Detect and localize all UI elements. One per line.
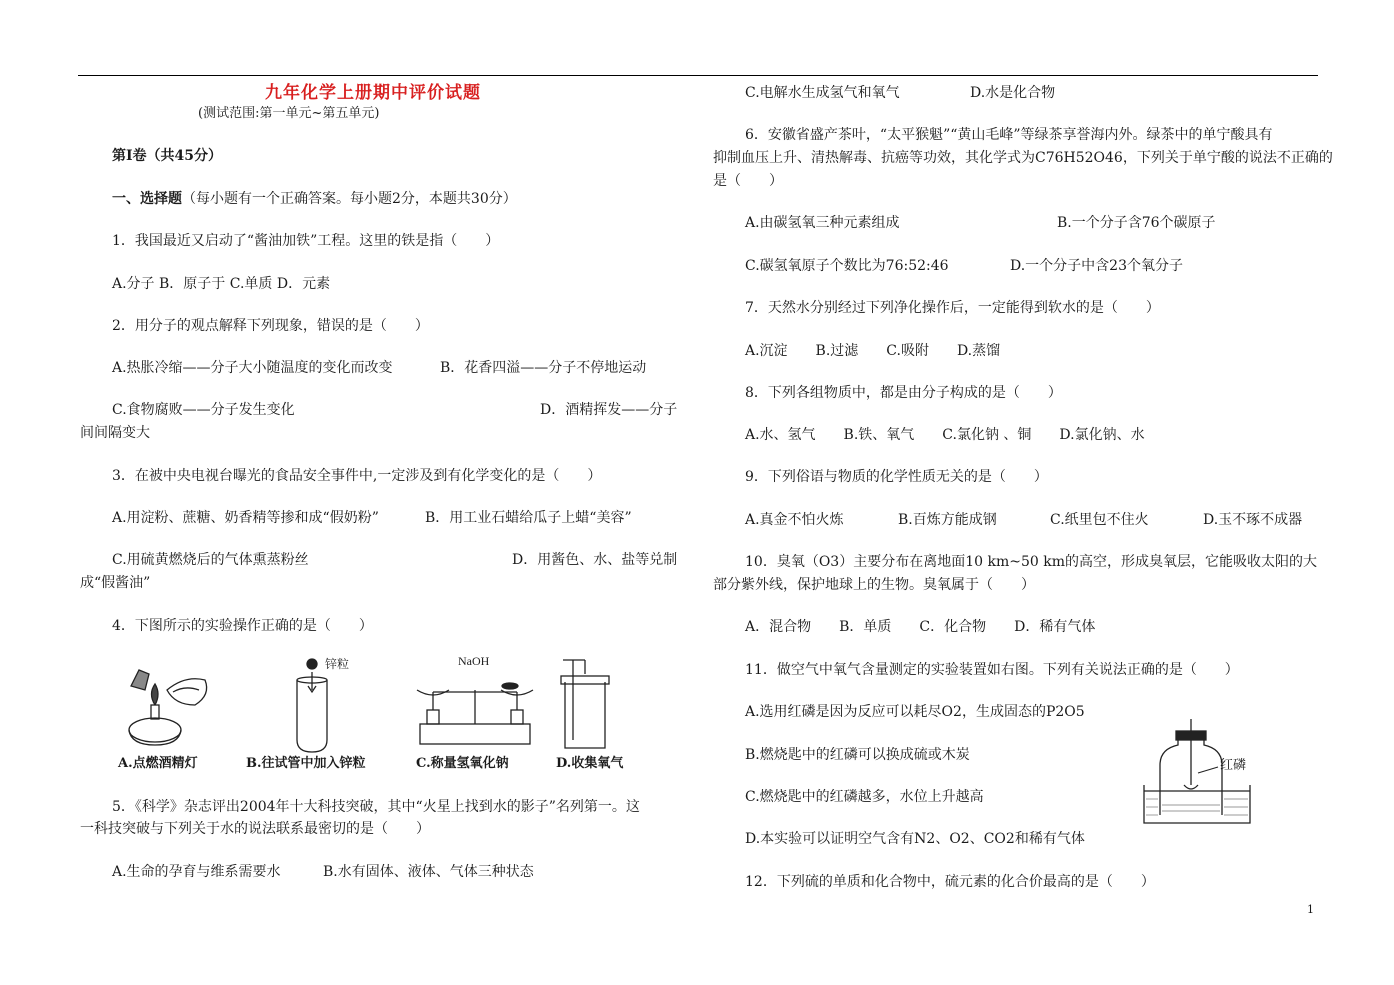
question-10-cont: 部分紫外线，保护地球上的生物。臭氧属于（ ） bbox=[713, 577, 1035, 593]
question-8-options: A.水、氢气 B.铁、氧气 C.氯化钠 、铜 D.氯化钠、水 bbox=[745, 427, 1145, 443]
question-3-option-b: B．用工业石蜡给瓜子上蜡“美容” bbox=[425, 510, 632, 526]
question-11-option-b: B.燃烧匙中的红磷可以换成硫或木炭 bbox=[745, 747, 970, 763]
gas-bottle-illustration bbox=[561, 660, 609, 748]
question-5-option-c: C.电解水生成氢气和氧气 bbox=[745, 85, 900, 101]
question-3: 3．在被中央电视台曝光的食品安全事件中,一定涉及到有化学变化的是（ ） bbox=[112, 468, 602, 484]
question-1: 1．我国最近又启动了“酱油加铁”工程。这里的铁是指（ ） bbox=[112, 233, 500, 249]
question-6-cont-2: 是（ ） bbox=[713, 173, 783, 189]
page-number: 1 bbox=[1307, 903, 1314, 916]
zinc-label: 锌粒 bbox=[325, 657, 350, 671]
question-4: 4．下图所示的实验操作正确的是（ ） bbox=[112, 618, 373, 634]
part-heading bbox=[112, 189, 517, 209]
question-2-option-d-cont: 间间隔变大 bbox=[80, 425, 150, 441]
figure-caption-c: C.称量氢氧化钠 bbox=[416, 756, 509, 771]
question-3-option-d: D．用酱色、水、盐等兑制 bbox=[512, 552, 678, 568]
red-phosphorus-label: 红磷 bbox=[1220, 758, 1247, 773]
question-6-option-c: C.碳氢氧原子个数比为76:52:46 bbox=[745, 258, 949, 274]
question-6-option-b: B.一个分子含76个碳原子 bbox=[1057, 215, 1216, 231]
question-1-options: A.分子 B．原子于 C.单质 D．元素 bbox=[112, 276, 331, 292]
header-rule bbox=[78, 75, 1318, 76]
question-3-option-d-cont: 成“假酱油” bbox=[80, 575, 151, 591]
question-11: 11．做空气中氧气含量测定的实验装置如右图。下列有关说法正确的是（ ） bbox=[745, 662, 1239, 678]
question-2-option-d: D．酒精挥发——分子 bbox=[540, 402, 678, 418]
question-5-option-b: B.水有固体、液体、气体三种状态 bbox=[323, 864, 534, 880]
question-9-option-b: B.百炼方能成钢 bbox=[898, 512, 997, 528]
figure-caption-d: D.收集氧气 bbox=[556, 756, 624, 771]
question-10-options: A．混合物 B．单质 C．化合物 D．稀有气体 bbox=[745, 619, 1096, 635]
test-tube-illustration bbox=[297, 659, 327, 752]
question-9-option-c: C.纸里包不住火 bbox=[1050, 512, 1149, 528]
question-6-option-a: A.由碳氢氧三种元素组成 bbox=[745, 215, 900, 231]
balance-scale-illustration bbox=[417, 683, 533, 744]
part-heading-label: 一、选择题 bbox=[112, 191, 182, 207]
question-5-cont: 一科技突破与下列关于水的说法联系最密切的是（ ） bbox=[80, 821, 430, 837]
question-9-option-d: D.玉不琢不成器 bbox=[1203, 512, 1303, 528]
question-11-option-d: D.本实验可以证明空气含有N2、O2、CO2和稀有气体 bbox=[745, 831, 1085, 847]
question-8: 8．下列各组物质中，都是由分子构成的是（ ） bbox=[745, 385, 1062, 401]
question-5-option-a: A.生命的孕育与维系需要水 bbox=[112, 864, 281, 880]
question-2-option-b: B．花香四溢——分子不停地运动 bbox=[440, 360, 647, 376]
question-7-options: A.沉淀 B.过滤 C.吸附 D.蒸馏 bbox=[745, 343, 1001, 359]
question-2-option-a: A.热胀冷缩——分子大小随温度的变化而改变 bbox=[112, 360, 393, 376]
phosphorus-apparatus-figure bbox=[1138, 715, 1268, 830]
figure-caption-a: A.点燃酒精灯 bbox=[118, 756, 198, 771]
question-11-option-c: C.燃烧匙中的红磷越多，水位上升越高 bbox=[745, 789, 984, 805]
question-10: 10．臭氧（O3）主要分布在离地面10 km~50 km的高空，形成臭氧层，它能吸收太阳的大 bbox=[745, 554, 1317, 570]
naoh-label: NaOH bbox=[458, 654, 490, 668]
figure-caption-b: B.往试管中加入锌粒 bbox=[246, 756, 366, 771]
question-7: 7．天然水分别经过下列净化操作后，一定能得到软水的是（ ） bbox=[745, 300, 1160, 316]
question-9-option-a: A.真金不怕火炼 bbox=[745, 512, 844, 528]
question-6-option-d: D.一个分子中含23个氧分子 bbox=[1010, 258, 1183, 274]
alcohol-lamp-illustration bbox=[129, 670, 207, 745]
page-title: 九年化学上册期中评价试题 bbox=[265, 83, 481, 103]
question-5: 5．《科学》杂志评出2004年十大科技突破，其中“火星上找到水的影子”名列第一。这 bbox=[112, 799, 640, 815]
question-3-option-a: A.用淀粉、蔗糖、奶香精等掺和成“假奶粉” bbox=[112, 510, 379, 526]
question-2: 2．用分子的观点解释下列现象，错误的是（ ） bbox=[112, 318, 429, 334]
question-3-option-c: C.用硫黄燃烧后的气体熏蒸粉丝 bbox=[112, 552, 309, 568]
question-6-cont: 抑制血压上升、清热解毒、抗癌等功效，其化学式为C76H52O46，下列关于单宁酸的说法不正确的 bbox=[713, 150, 1333, 166]
question-2-option-c: C.食物腐败——分子发生变化 bbox=[112, 402, 295, 418]
question-5-option-d: D.水是化合物 bbox=[970, 85, 1056, 101]
question-9: 9．下列俗语与物质的化学性质无关的是（ ） bbox=[745, 469, 1048, 485]
lab-operations-figure bbox=[115, 650, 705, 755]
question-11-option-a: A.选用红磷是因为反应可以耗尽O2，生成固态的P2O5 bbox=[745, 704, 1085, 720]
volume-heading: 第Ⅰ卷（共45分） bbox=[112, 148, 223, 164]
page-subtitle: (测试范围:第一单元~第五单元) bbox=[198, 106, 380, 121]
question-6: 6．安徽省盛产茶叶，“太平猴魁”“黄山毛峰”等绿茶享誉海内外。绿茶中的单宁酸具有 bbox=[745, 127, 1273, 143]
question-12: 12．下列硫的单质和化合物中，硫元素的化合价最高的是（ ） bbox=[745, 874, 1155, 890]
part-heading-note: （每小题有一个正确答案。每小题2分，本题共30分） bbox=[182, 191, 517, 207]
